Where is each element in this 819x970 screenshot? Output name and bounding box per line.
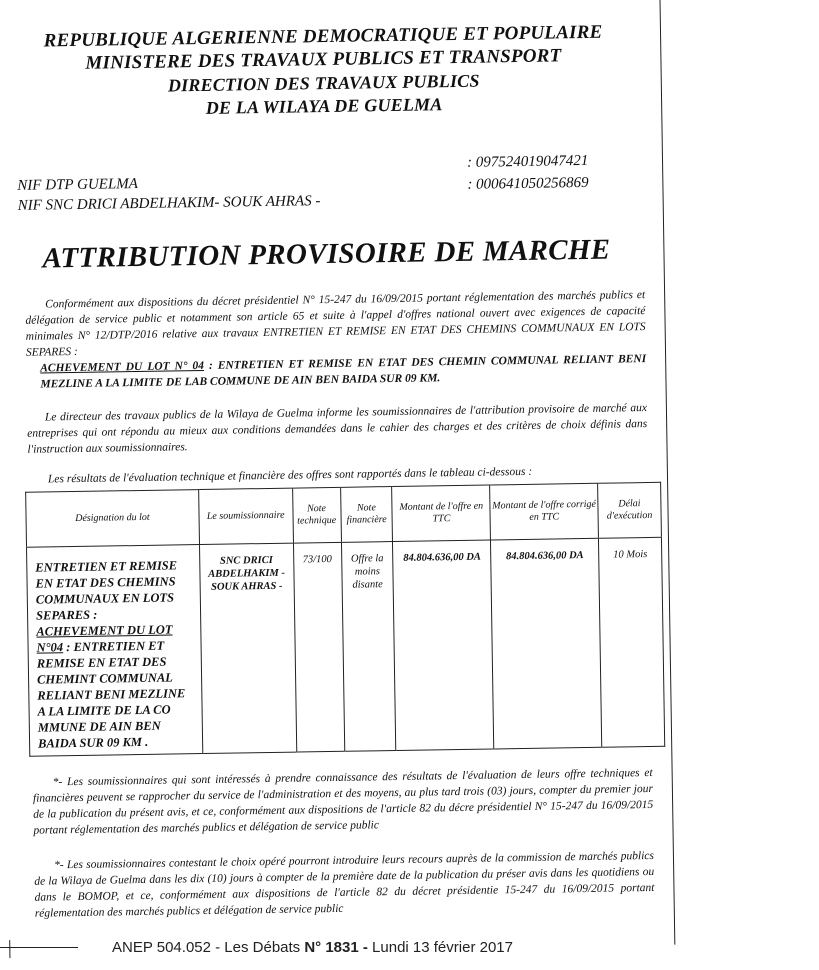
- intro-text: Conformément aux dispositions du décret présidentiel N° 15-247 du 16/09/2015 portant réglementation des marchés publics et délégation de service public et notamment son article 65 et suite à l'appel d'offres national ouvert avec exigences de capacité minimales N° 12/DTP/2016 relative aux travaux ENTRETIEN ET REMISE EN ETAT DES CHEMINS COMMUNAUX EN LOTS SEPARES :: [25, 289, 646, 359]
- intro-lot-label: ACHEVEMENT DU LOT N° 04: [40, 359, 205, 375]
- intro-paragraph: [25, 287, 646, 393]
- intro-lot-line: [26, 351, 646, 393]
- nif-dtp-value: : 097524019047421: [466, 152, 589, 171]
- cell-soumissionnaire: SNC DRICI ABDELHAKIM - SOUK AHRAS -: [199, 543, 296, 753]
- header-republic: REPUBLIQUE ALGERIENNE DEMOCRATIQUE ET POPULAIRE: [43, 21, 603, 52]
- header-wilaya: DE LA WILAYA DE GUELMA: [205, 94, 443, 118]
- nif-snc-label: NIF SNC DRICI ABDELHAKIM- SOUK AHRAS -: [17, 193, 321, 214]
- intro-lot-text: : ENTRETIEN ET REMISE EN ETAT DES CHEMIN COMMUNAL RELIANT BENI MEZLINE A LA LIMITE DE LAB COMMUNE DE AIN BEN BAIDA SUR 09 KM.: [40, 353, 647, 391]
- cell-note-technique: 73/100: [293, 542, 344, 752]
- cell-montant-corrige: 84.804.636,00 DA: [491, 538, 602, 749]
- cell-lot-part2: : ENTRETIEN ET REMISE EN ETAT DES CHEMINT COMMUNAL RELIANT BENI MEZLINE A LA LIMITE DE LA CO MMUNE DE AIN BEN BAIDA SUR 09 KM .: [36, 638, 186, 751]
- header-ministry: MINISTERE DES TRAVAUX PUBLICS ET TRANSPORT: [85, 45, 562, 74]
- scan-edge-left: [9, 940, 10, 958]
- table-header-row: [26, 482, 662, 547]
- header-delai: Délai d'exécution: [598, 482, 662, 538]
- cell-note-financiere: Offre la moins disante: [341, 542, 396, 752]
- footer-prefix: ANEP 504.052 - Les Débats: [112, 939, 305, 956]
- footer-number: N° 1831 -: [304, 939, 368, 956]
- header-montant-offre: Montant de l'offre en TTC: [392, 485, 491, 542]
- header-direction: DIRECTION DES TRAVAUX PUBLICS: [167, 70, 480, 96]
- cell-lot-part1: ENTRETIEN ET REMISE EN ETAT DES CHEMINS COMMUNAUX EN LOTS SEPARES :: [35, 558, 178, 623]
- cell-montant-offre: 84.804.636,00 DA: [393, 540, 494, 751]
- header-lot: Désignation du lot: [26, 490, 200, 548]
- page-title: ATTRIBUTION PROVISOIRE DE MARCHE: [42, 233, 611, 275]
- footer-date: Lundi 13 février 2017: [367, 939, 513, 956]
- header-note-financiere: Note financière: [340, 487, 393, 543]
- footer-rule: [0, 947, 78, 948]
- notice-consultation: *- Les soumissionnaires qui sont intéressés à prendre connaissance des résultats de l'évaluation de leurs offre techniques et financières peuvent se rapprocher du service de l'administration et des moyens, au plus tard trois (03) jours, compter du premier jour de la publication du présent avis, et ce, conformément aux dispositions de l'article 82 du décre présidentiel N° 15-247 du 16/09/2015 portant réglementation des marchés publics et délégation de service public: [32, 766, 654, 837]
- header-montant-corrige: Montant de l'offre corrigé en TTC: [490, 483, 599, 540]
- cell-delai: 10 Mois: [598, 537, 664, 747]
- nif-snc-value: : 000641050256869: [467, 174, 589, 193]
- notice-recours: *- Les soumissionnaires contestant le choix opéré pourront introduire leurs recours auprès de la commission de marchés publics de la Wilaya de Guelma dans les dix (10) jours à compter de la première date de la publication du préser avis dans les quotidiens ou dans le BOMOP, et ce, conformément aux dispositions de l'article 82 du décret présidentie 15-247 du 16/09/2015 portant réglementation des marchés publics et délégation de service public: [34, 849, 655, 920]
- nif-dtp-label: NIF DTP GUELMA: [17, 175, 139, 194]
- publication-footer: [112, 939, 632, 956]
- cell-lot-label: ACHEVEMENT DU LOT N°04: [36, 622, 173, 655]
- results-table: [25, 482, 665, 757]
- cell-lot: [27, 545, 203, 757]
- header-soumissionnaire: Le soumissionnaire: [198, 488, 293, 544]
- header-note-technique: Note technique: [292, 487, 341, 543]
- results-intro: Les résultats de l'évaluation technique et financière des offres sont rapportés dans le tableau ci-dessous :: [47, 465, 533, 486]
- table-row: [27, 537, 665, 756]
- director-paragraph: Le directeur des travaux publics de la Wilaya de Guelma informe les soumissionnaires de l'attribution provisoire de marché aux entreprises qui ont répondu au mieux aux conditions demandées dans le cahier des charges et des critères de choix définis dans l'instruction aux soumissionnaires.: [27, 402, 648, 456]
